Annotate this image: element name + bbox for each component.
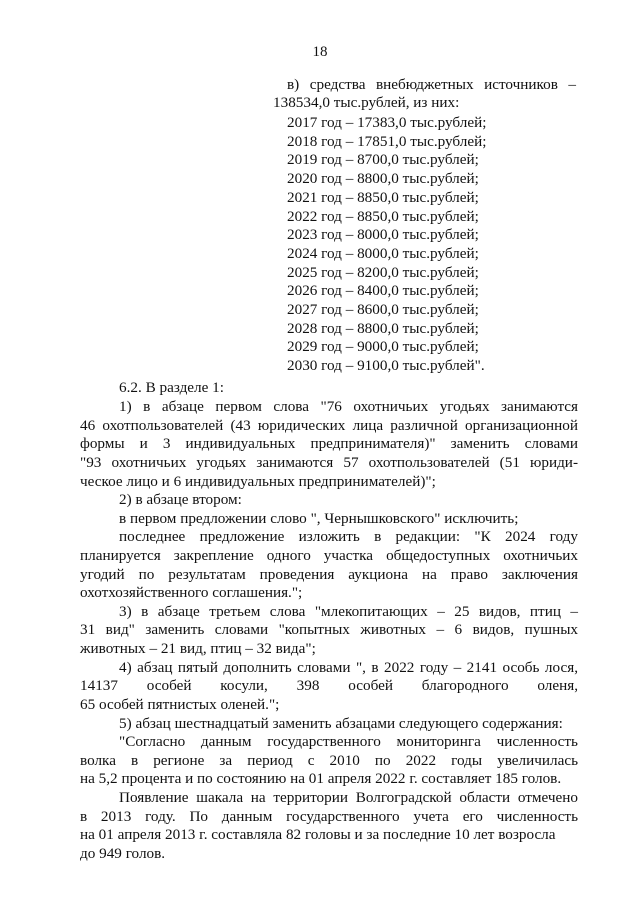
text-line: "93 охотничьих угодьях занимаются 57 охотпользователей (51 юриди- bbox=[80, 454, 578, 471]
text-line: 3) в абзаце третьем слова "млекопитающих – 25 видов, птиц – bbox=[119, 603, 578, 620]
funding-year-line: 2030 год – 9100,0 тыс.рублей". bbox=[287, 357, 485, 375]
text-line: последнее предложение изложить в редакции: "К 2024 году bbox=[119, 528, 578, 545]
text-line: 14137 особей косули, 398 особей благородного оленя, bbox=[80, 677, 578, 694]
page-number: 18 bbox=[312, 44, 328, 60]
funding-line-1: в) средства внебюджетных источников – bbox=[287, 76, 576, 93]
funding-year-line: 2026 год – 8400,0 тыс.рублей; bbox=[287, 282, 479, 300]
text-line: 6.2. В разделе 1: bbox=[119, 379, 224, 396]
text-line: формы и 3 индивидуальных предпринимателя)" заменить словами bbox=[80, 435, 578, 452]
text-line: ческое лицо и 6 индивидуальных предпринимателей)"; bbox=[80, 473, 436, 490]
text-line: до 949 голов. bbox=[80, 845, 166, 862]
text-line: в 2013 году. По данным государственного учета его численность bbox=[80, 808, 578, 825]
text-line: животных – 21 вид, птиц – 32 вида"; bbox=[80, 640, 316, 657]
text-line: 5) абзац шестнадцатый заменить абзацами следующего содержания: bbox=[119, 715, 563, 732]
funding-year-line: 2019 год – 8700,0 тыс.рублей; bbox=[287, 151, 479, 169]
funding-year-line: 2028 год – 8800,0 тыс.рублей; bbox=[287, 319, 479, 337]
text-line: в первом предложении слово ", Чернышковского" исключить; bbox=[119, 510, 519, 527]
text-line: планируется закрепление одного участка общедоступных охотничьих bbox=[80, 547, 578, 564]
funding-year-line: 2022 год – 8850,0 тыс.рублей; bbox=[287, 207, 479, 225]
text-line: 1) в абзаце первом слова "76 охотничьих угодьях занимаются bbox=[119, 398, 578, 415]
funding-year-line: 2018 год – 17851,0 тыс.рублей; bbox=[287, 132, 487, 150]
text-line: охотхозяйственного соглашения."; bbox=[80, 584, 303, 601]
text-line: на 5,2 процента и по состоянию на 01 апреля 2022 г. составляет 185 голов. bbox=[80, 770, 562, 787]
funding-year-line: 2029 год – 9000,0 тыс.рублей; bbox=[287, 338, 479, 356]
text-line: 2) в абзаце втором: bbox=[119, 491, 242, 508]
text-line: 4) абзац пятый дополнить словами ", в 2022 году – 2141 особь лося, bbox=[119, 659, 578, 676]
text-line: угодий по результатам проведения аукциона на право заключения bbox=[80, 566, 578, 583]
funding-line-2: 138534,0 тыс.рублей, из них: bbox=[273, 94, 460, 111]
text-line: волка в регионе за период с 2010 по 2022 годы увеличилась bbox=[80, 752, 578, 769]
text-line: Появление шакала на территории Волгоградской области отмечено bbox=[119, 789, 578, 806]
text-line: 31 вид" заменить словами "копытных животных – 6 видов, пушных bbox=[80, 621, 578, 638]
funding-year-line: 2021 год – 8850,0 тыс.рублей; bbox=[287, 188, 479, 206]
text-line: на 01 апреля 2013 г. составляла 82 головы и за последние 10 лет возросла bbox=[80, 826, 556, 843]
funding-year-line: 2017 год – 17383,0 тыс.рублей; bbox=[287, 114, 487, 131]
funding-year-line: 2020 год – 8800,0 тыс.рублей; bbox=[287, 170, 479, 188]
funding-year-line: 2027 год – 8600,0 тыс.рублей; bbox=[287, 301, 479, 318]
funding-year-line: 2023 год – 8000,0 тыс.рублей; bbox=[287, 226, 479, 244]
text-line: 65 особей пятнистых оленей."; bbox=[80, 696, 280, 713]
funding-year-line: 2025 год – 8200,0 тыс.рублей; bbox=[287, 263, 479, 281]
funding-year-line: 2024 год – 8000,0 тыс.рублей; bbox=[287, 244, 479, 262]
text-line: 46 охотпользователей (43 юридических лица различной организационной bbox=[80, 417, 578, 434]
text-line: "Согласно данным государственного мониторинга численность bbox=[119, 733, 578, 750]
